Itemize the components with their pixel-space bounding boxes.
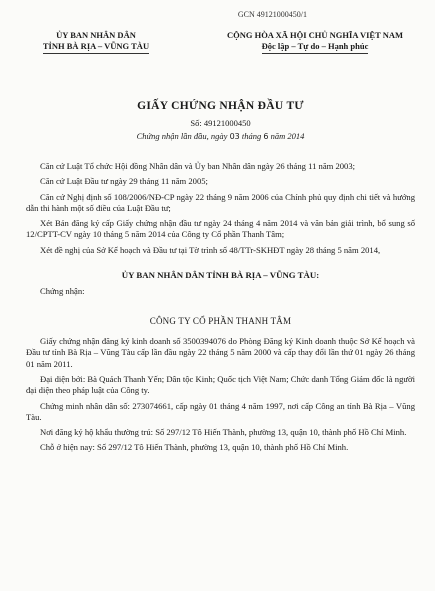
legal-basis xyxy=(26,161,415,256)
detail-paragraph: Chứng minh nhân dân số: 273074661, cấp ngày 01 tháng 4 năm 1997, nơi cấp Công an tỉnh Bà Rịa – Vũng Tàu. xyxy=(26,400,415,422)
authority-line-1: ỦY BAN NHÂN DÂN xyxy=(56,30,136,40)
detail-paragraph: Đại diện bởi: Bà Quách Thanh Yến; Dân tộc Kinh; Quốc tịch Việt Nam; Chức danh Tổng Giám đốc là người đại diện theo pháp luật của Công ty. xyxy=(26,373,415,396)
detail-paragraph: Giấy chứng nhận đăng ký kinh doanh số 3500394076 do Phòng Đăng ký Kinh doanh thuộc Sở Kế hoạch và Đầu tư tỉnh Bà Rịa – Vũng Tàu cấp lần đầu ngày 22 tháng 5 năm 2000 và cấp thay đổi lần thứ 01 ngày 26 tháng 01 năm 2011. xyxy=(26,336,415,369)
certificate-code: GCN 49121000450/1 xyxy=(237,10,307,19)
document-title: GIẤY CHỨNG NHẬN ĐẦU TƯ xyxy=(137,100,304,112)
detail-paragraph: Nơi đăng ký hộ khẩu thường trú: Số 297/12 Tô Hiến Thành, phường 13, quận 10, thành phố Hồ Chí Minh. xyxy=(40,427,407,438)
certify-label: Chứng nhận: xyxy=(40,286,85,297)
date-day: 03 xyxy=(229,132,240,141)
preamble-paragraph: Căn cứ Luật Tổ chức Hội đồng Nhân dân và Ủy ban Nhân dân ngày 26 tháng 11 năm 2003; xyxy=(40,161,356,171)
national-motto: Độc lập – Tự do – Hạnh phúc xyxy=(262,41,369,54)
certificate-number: Số: 49121000450 xyxy=(190,118,251,128)
preamble-paragraph: Căn cứ Luật Đầu tư ngày 29 tháng 11 năm 2005; xyxy=(40,176,208,187)
detail-paragraph: Chỗ ở hiện nay: Số 297/12 Tô Hiến Thành, phường 13, quận 10, thành phố Hồ Chí Minh. xyxy=(40,442,349,453)
national-name: CỘNG HÒA XÃ HỘI CHỦ NGHĨA VIỆT NAM xyxy=(226,30,404,40)
document-header xyxy=(26,30,415,54)
date-month-label: tháng xyxy=(241,131,262,141)
preamble-paragraph: Căn cứ Nghị định số 108/2006/NĐ-CP ngày 22 tháng 9 năm 2006 của Chính phủ quy định chi tiết và hướng dẫn thi hành một số điều của Luật Đầu tư; xyxy=(26,191,415,213)
national-motto-block xyxy=(215,30,415,54)
date-month: 6 xyxy=(263,132,269,141)
authority-heading: ỦY BAN NHÂN DÂN TỈNH BÀ RỊA – VŨNG TÀU: xyxy=(121,270,320,281)
date-prefix: Chứng nhận lần đầu, ngày xyxy=(136,131,228,141)
authority-line-2: TỈNH BÀ RỊA – VŨNG TÀU xyxy=(43,41,149,54)
company-details xyxy=(26,336,415,454)
preamble-paragraph: Xét Bản đăng ký cấp Giấy chứng nhận đầu tư ngày 24 tháng 4 năm 2014 và văn bản giải trình, bổ sung số 12/CPTT-CV ngày 10 tháng 5 năm 2014 của Công ty Cổ phần Thanh Tâm; xyxy=(26,218,415,240)
issue-date xyxy=(26,131,415,141)
date-year: năm 2014 xyxy=(270,131,305,141)
company-name: CÔNG TY CỔ PHẦN THANH TÂM xyxy=(149,316,292,327)
preamble-paragraph: Xét đề nghị của Sở Kế hoạch và Đầu tư tại Tờ trình số 48/TTr-SKHĐT ngày 28 tháng 5 năm 2014, xyxy=(40,244,381,255)
issuing-authority-block xyxy=(26,30,166,54)
